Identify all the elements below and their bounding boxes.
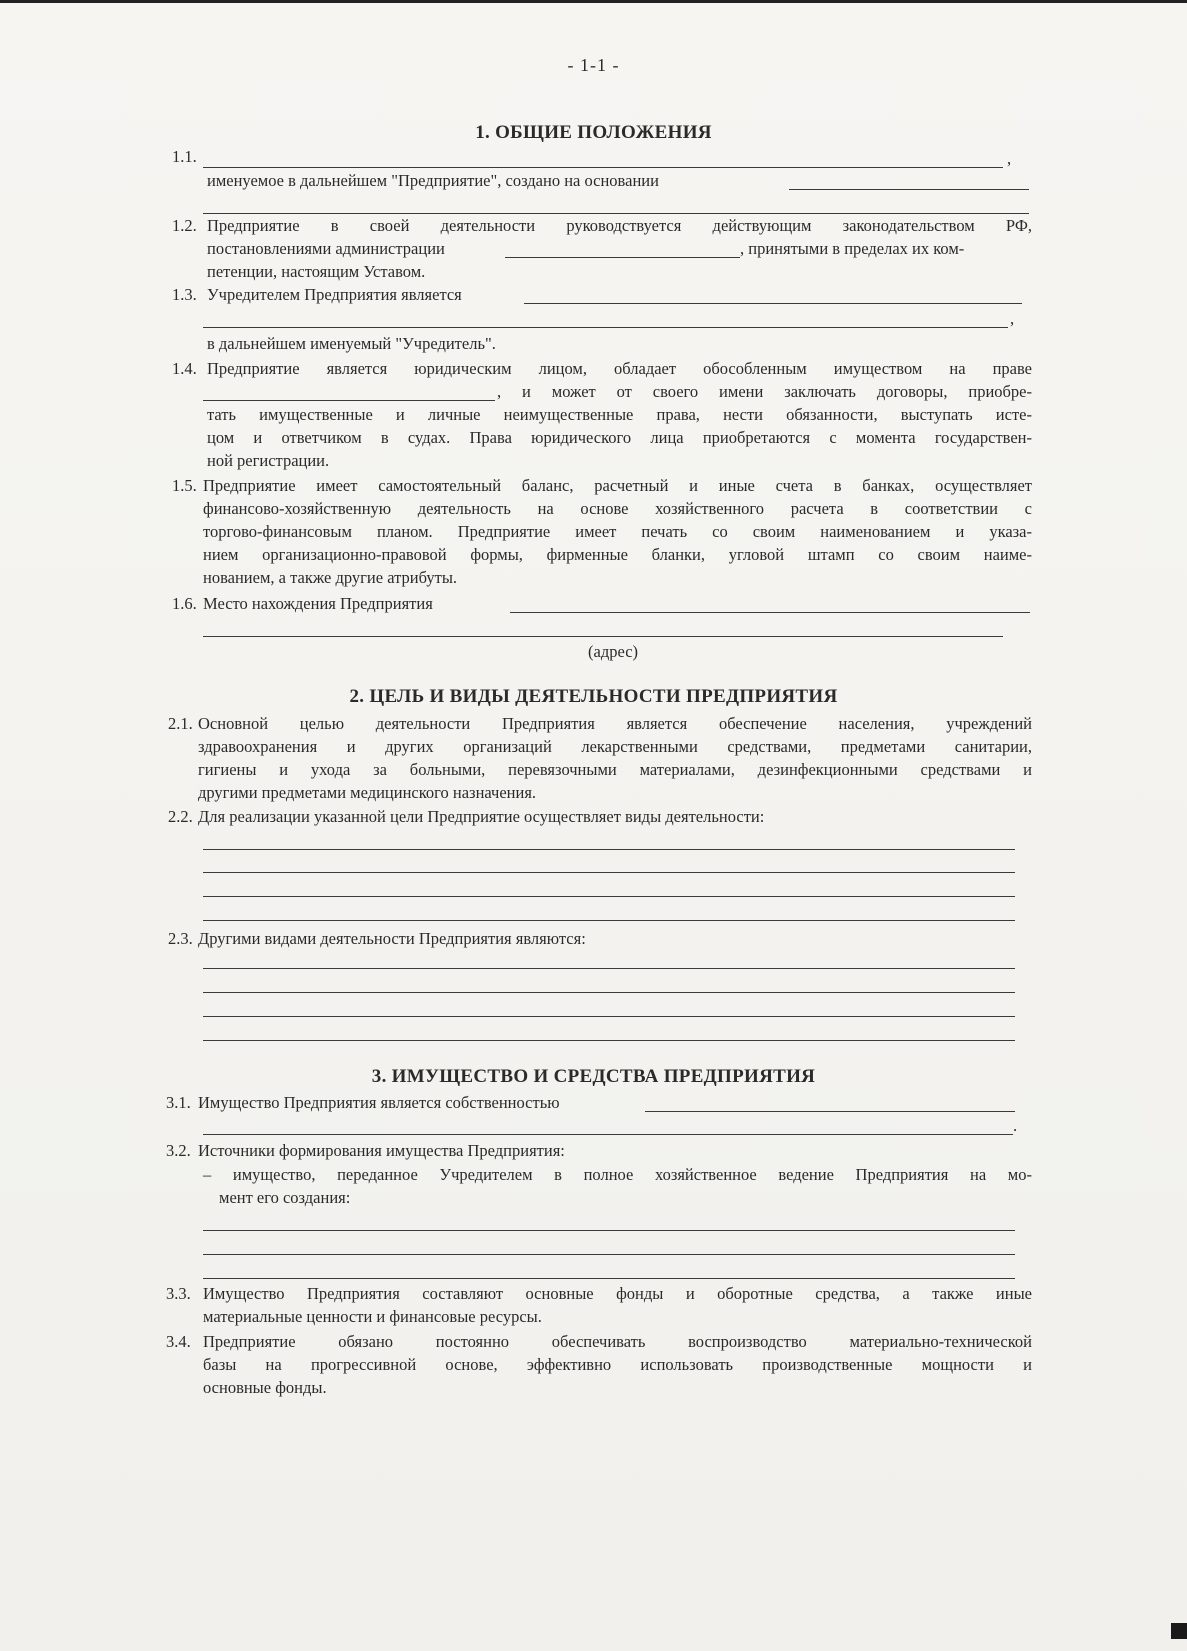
clause-1-5-number: 1.5.: [172, 476, 197, 495]
blank-line: [203, 849, 1015, 850]
blank-line: [510, 612, 1030, 613]
clause-3-4-number: 3.4.: [166, 1332, 191, 1351]
clause-1-3-tail: ,: [1010, 309, 1015, 328]
clause-1-5-line3: торгово-финансовым планом. Предприятие имеет печать со своим наименованием и указа-: [203, 522, 1032, 541]
scan-top-edge: [0, 0, 1187, 3]
clause-1-1-number: 1.1.: [172, 147, 197, 166]
blank-line: [203, 213, 1029, 214]
clause-3-4-line2: базы на прогрессивной основе, эффективно использовать производственные мощности и: [203, 1355, 1032, 1374]
clause-2-2-number: 2.2.: [168, 807, 193, 826]
clause-1-2-line2b: , принятыми в пределах их ком-: [740, 239, 965, 258]
blank-line: [203, 167, 1003, 168]
clause-1-3-line3: в дальнейшем именуемый "Учредитель".: [207, 334, 496, 353]
blank-line: [203, 327, 1008, 328]
blank-line: [203, 636, 1003, 637]
clause-1-1-line2: именуемое в дальнейшем "Предприятие", создано на основании: [207, 171, 659, 190]
clause-2-1-line1: Основной целью деятельности Предприятия является обеспечение населения, учреждений: [198, 714, 1032, 733]
clause-1-5-line4: нием организационно-правовой формы, фирменные бланки, угловой штамп со своим наиме-: [203, 545, 1032, 564]
blank-line: [789, 189, 1029, 190]
section-3-title: 3. ИМУЩЕСТВО И СРЕДСТВА ПРЕДПРИЯТИЯ: [371, 1066, 816, 1087]
section-2-title: 2. ЦЕЛЬ И ВИДЫ ДЕЯТЕЛЬНОСТИ ПРЕДПРИЯТИЯ: [349, 686, 838, 707]
clause-1-6-line1: Место нахождения Предприятия: [203, 594, 433, 613]
scan-corner-mark: [1171, 1623, 1187, 1639]
clause-3-1-line1: Имущество Предприятия является собственностью: [198, 1093, 560, 1112]
blank-line: [203, 1254, 1015, 1255]
clause-1-4-line5: ной регистрации.: [207, 451, 330, 470]
clause-3-4-line1: Предприятие обязано постоянно обеспечивать воспроизводство материально-технической: [203, 1332, 1032, 1351]
blank-line: [203, 992, 1015, 993]
blank-line: [203, 1016, 1015, 1017]
blank-line: [203, 1134, 1013, 1135]
clause-3-3-line1: Имущество Предприятия составляют основные фонды и оборотные средства, а также иные: [203, 1284, 1032, 1303]
clause-1-6-number: 1.6.: [172, 594, 197, 613]
address-caption: (адрес): [588, 642, 639, 661]
blank-line: [505, 257, 740, 258]
clause-1-1-tail: ,: [1007, 149, 1012, 168]
clause-3-4-line3: основные фонды.: [203, 1378, 327, 1397]
clause-2-1-line3: гигиены и ухода за больными, перевязочными материалами, дезинфекционными средствами и: [198, 760, 1032, 779]
blank-line: [524, 303, 1022, 304]
clause-1-4-line4: цом и ответчиком в судах. Права юридического лица приобретаются с момента государствен-: [207, 428, 1032, 447]
blank-line: [203, 920, 1015, 921]
blank-line: [203, 968, 1015, 969]
clause-1-3-line1: Учредителем Предприятия является: [207, 285, 462, 304]
clause-1-2-line2a: постановлениями администрации: [207, 239, 445, 258]
clause-2-1-line2: здравоохранения и других организаций лекарственными средствами, предметами санитарии,: [198, 737, 1032, 756]
clause-1-2-line1: Предприятие в своей деятельности руководствуется действующим законодательством РФ,: [207, 216, 1032, 235]
clause-2-1-line4: другими предметами медицинского назначения.: [198, 783, 537, 802]
clause-2-2-line1: Для реализации указанной цели Предприятие осуществляет виды деятельности:: [198, 807, 765, 826]
blank-line: [203, 1230, 1015, 1231]
clause-2-1-number: 2.1.: [168, 714, 193, 733]
clause-1-4-line2: , и может от своего имени заключать договоры, приобре-: [497, 382, 1032, 401]
blank-line: [203, 400, 495, 401]
clause-3-2-number: 3.2.: [166, 1141, 191, 1160]
blank-line: [203, 1040, 1015, 1041]
blank-line: [203, 872, 1015, 873]
clause-3-2-line3: мент его создания:: [219, 1188, 351, 1207]
section-1-title: 1. ОБЩИЕ ПОЛОЖЕНИЯ: [475, 122, 712, 143]
clause-1-2-line3: петенции, настоящим Уставом.: [207, 262, 426, 281]
blank-line: [645, 1111, 1015, 1112]
clause-3-2-line1: Источники формирования имущества Предприятия:: [198, 1141, 565, 1160]
clause-3-2-line2: – имущество, переданное Учредителем в полное хозяйственное ведение Предприятия на мо-: [203, 1165, 1032, 1184]
clause-2-3-line1: Другими видами деятельности Предприятия являются:: [198, 929, 586, 948]
clause-3-3-line2: материальные ценности и финансовые ресурсы.: [203, 1307, 542, 1326]
blank-line: [203, 1278, 1015, 1279]
clause-3-1-tail: .: [1013, 1116, 1018, 1135]
clause-1-4-line1: Предприятие является юридическим лицом, обладает обособленным имуществом на праве: [207, 359, 1032, 378]
clause-1-2-number: 1.2.: [172, 216, 197, 235]
clause-1-5-line5: нованием, а также другие атрибуты.: [203, 568, 458, 587]
clause-3-1-number: 3.1.: [166, 1093, 191, 1112]
clause-3-3-number: 3.3.: [166, 1284, 191, 1303]
clause-2-3-number: 2.3.: [168, 929, 193, 948]
clause-1-5-line2: финансово-хозяйственную деятельность на основе хозяйственного расчета в соответствии с: [203, 499, 1032, 518]
clause-1-4-number: 1.4.: [172, 359, 197, 378]
clause-1-3-number: 1.3.: [172, 285, 197, 304]
clause-1-5-line1: Предприятие имеет самостоятельный баланс, расчетный и иные счета в банках, осуществляет: [203, 476, 1032, 495]
clause-1-4-line3: тать имущественные и личные неимущественные права, нести обязанности, выступать исте-: [207, 405, 1032, 424]
blank-line: [203, 896, 1015, 897]
page-number: - 1-1 -: [567, 55, 620, 75]
